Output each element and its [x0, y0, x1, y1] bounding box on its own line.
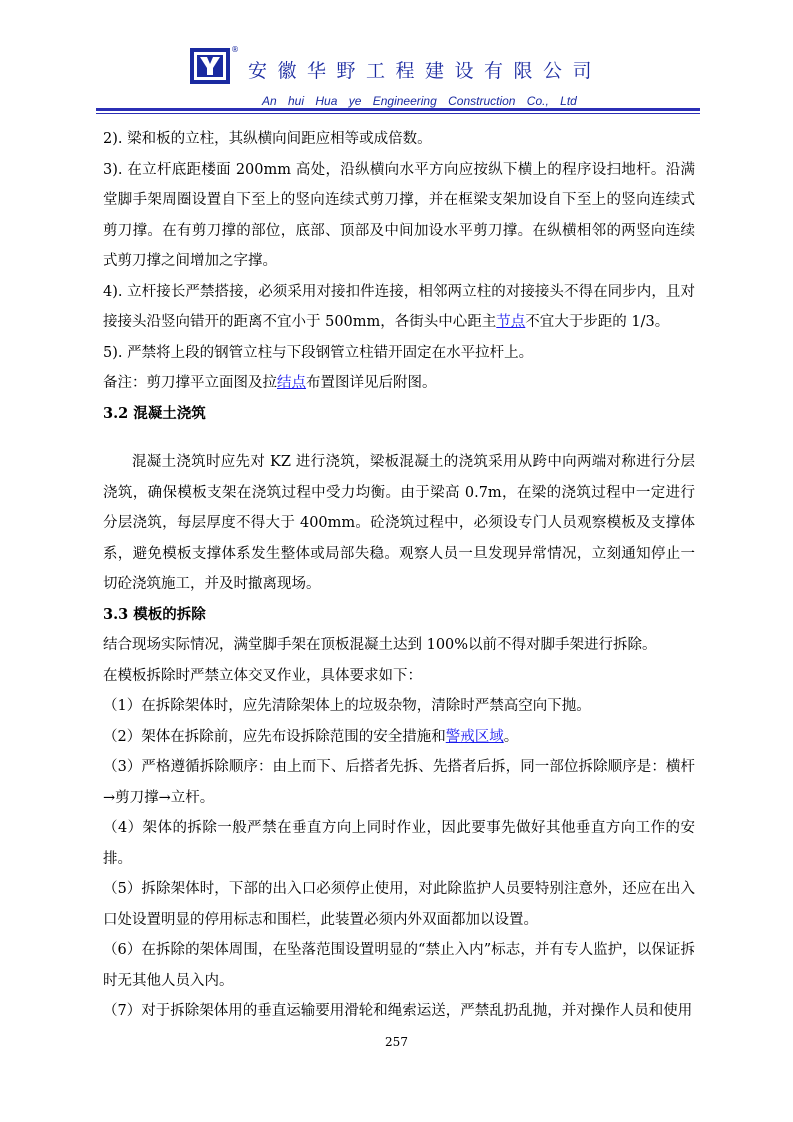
- paragraph: 3). 在立杆底距楼面 200mm 高处，沿纵横向水平方向应按纵下横上的程序设扫地杆。沿满堂脚手架周圈设置自下至上的竖向连续式剪刀撑，并在框梁支架加设自下至上的竖向连续式剪刀撑。在有剪刀撑的部位，底部、顶部及中间加设水平剪刀撑。在纵横相邻的两竖向连续式剪刀撑之间增加之字撑。: [103, 161, 695, 269]
- list-item: （4）架体的拆除一般严禁在垂直方向上同时作业，因此要事先做好其他垂直方向工作的安排。: [103, 820, 695, 867]
- list-item-text: （2）架体在拆除前，应先布设拆除范围的安全措施和: [103, 728, 446, 745]
- header-rule-thin: [96, 113, 700, 114]
- paragraph: [103, 277, 695, 338]
- list-item: （1）在拆除架体时，应先清除架体上的垃圾杂物，清除时严禁高空向下抛。: [103, 698, 591, 714]
- paragraph: 混凝土浇筑时应先对 KZ 进行浇筑，梁板混凝土的浇筑采用从跨中向两端对称进行分层浇筑，确保模板支架在浇筑过程中受力均衡。由于梁高 0.7m，在梁的浇筑过程中一定进行分层浇筑，每层厚度不得大于 400mm。砼浇筑过程中，必须设专门人员观察模板及支撑体系，避免模板支撑体系发生整体或局部失稳。观察人员一旦发现异常情况，立刻通知停止一切砼浇筑施工，并及时撤离现场。: [103, 454, 695, 592]
- list-item: [103, 722, 695, 753]
- section-heading-3-2: 3.2 混凝土浇筑: [103, 404, 206, 422]
- paragraph: 在模板拆除时严禁立体交叉作业，具体要求如下：: [103, 667, 422, 684]
- paragraph: 5). 严禁将上段的钢管立柱与下段钢管立柱错开固定在水平拉杆上。: [103, 344, 534, 361]
- paragraph-text: 布置图详见后附图。: [306, 375, 437, 391]
- paragraph-text: 不宜大于步距的 1/3。: [525, 314, 670, 330]
- paragraph: 2). 梁和板的立柱，其纵横向间距应相等或成倍数。: [103, 131, 432, 147]
- company-name-chinese: 安徽华野工程建设有限公司: [248, 60, 603, 82]
- link-node[interactable]: 节点: [496, 314, 526, 330]
- document-body: [103, 124, 695, 1027]
- list-item: （6）在拆除的架体周围，在坠落范围设置明显的“禁止入内”标志，并有专人监护，以保证拆时无其他人员入内。: [103, 942, 695, 989]
- company-name-english: An hui Hua ye Engineering Construction Co., Ltd: [262, 94, 577, 108]
- paragraph: 结合现场实际情况，满堂脚手架在顶板混凝土达到 100%以前不得对脚手架进行拆除。: [103, 637, 657, 653]
- paragraph: [103, 368, 695, 399]
- spacer: [103, 429, 695, 447]
- section-heading-3-3: 3.3 模板的拆除: [103, 605, 206, 623]
- list-item: （7）对于拆除架体用的垂直运输要用滑轮和绳索运送，严禁乱扔乱抛，并对操作人员和使用: [103, 1003, 693, 1019]
- svg-text:®: ®: [231, 45, 239, 54]
- link-warning-zone[interactable]: 警戒区域: [445, 728, 504, 745]
- page-number: 257: [385, 1035, 408, 1049]
- link-junction[interactable]: 结点: [277, 375, 306, 391]
- list-item: （5）拆除架体时，下部的出入口必须停止使用，对此除监护人员要特别注意外，还应在出入口处设置明显的停用标志和围栏，此装置必须内外双面都加以设置。: [103, 881, 695, 928]
- paragraph-text: 备注：剪刀撑平立面图及拉: [103, 375, 277, 391]
- company-logo-icon: [188, 42, 238, 86]
- page-header: [0, 0, 793, 118]
- list-item-text: 。: [503, 728, 519, 745]
- header-rule-thick: [96, 108, 700, 111]
- list-item: （3）严格遵循拆除顺序：由上而下、后搭者先拆、先搭者后拆，同一部位拆除顺序是：横杆→剪刀撑→立杆。: [103, 759, 695, 806]
- paragraph-text: 4). 立杆接长严禁搭接，必须采用对接扣件连接，相邻两立柱的对接接头不得在同步内，且对接接头沿竖向错开的距离不宜小于 500mm，各街头中心距主: [103, 283, 695, 330]
